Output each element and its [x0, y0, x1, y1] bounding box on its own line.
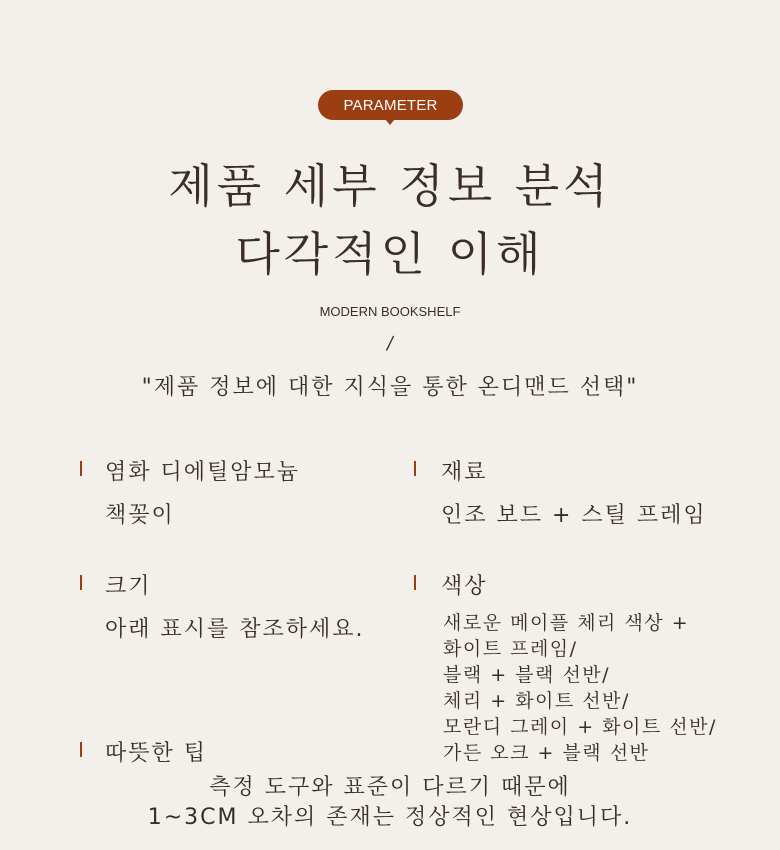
color-option: 새로운 메이플 체리 색상 +	[443, 612, 690, 634]
tip-line2: 1~3CM 오차의 존재는 정상적인 현상입니다.	[147, 805, 633, 830]
parameter-badge: PARAMETER	[318, 90, 463, 120]
spec-label-size: 크기	[105, 574, 152, 599]
slash-divider: /	[385, 333, 395, 354]
spec-marker-tip	[80, 742, 82, 757]
color-option: 가든 오크 + 블랙 선반	[443, 742, 650, 764]
page-title-line2: 다각적인 이해	[235, 227, 545, 281]
product-quote: "제품 정보에 대한 지식을 통한 온디맨드 선택"	[141, 375, 639, 400]
spec-marker-size	[80, 575, 82, 590]
color-option: 체리 + 화이트 선반/	[443, 690, 630, 712]
product-subtitle: MODERN BOOKSHELF	[319, 304, 461, 319]
spec-label-model: 염화 디에틸암모늄	[105, 460, 301, 485]
color-option: 블랙 + 블랙 선반/	[443, 664, 611, 686]
spec-label-material: 재료	[441, 460, 488, 485]
color-option: 화이트 프레임/	[443, 638, 578, 660]
page-title-line1: 제품 세부 정보 분석	[168, 159, 612, 213]
spec-value-size: 아래 표시를 참조하세요.	[105, 617, 365, 642]
color-options-list	[443, 610, 717, 766]
badge-pointer	[385, 119, 395, 125]
spec-marker-model	[80, 461, 82, 476]
color-option: 모란디 그레이 + 화이트 선반/	[443, 716, 717, 738]
spec-marker-material	[414, 461, 416, 476]
spec-value-model: 책꽂이	[105, 503, 175, 528]
spec-marker-color	[414, 575, 416, 590]
spec-label-color: 색상	[441, 574, 488, 599]
spec-label-tip: 따뜻한 팁	[105, 741, 208, 766]
spec-value-material: 인조 보드 + 스틸 프레임	[441, 503, 707, 528]
tip-line1: 측정 도구와 표준이 다르기 때문에	[209, 775, 571, 800]
